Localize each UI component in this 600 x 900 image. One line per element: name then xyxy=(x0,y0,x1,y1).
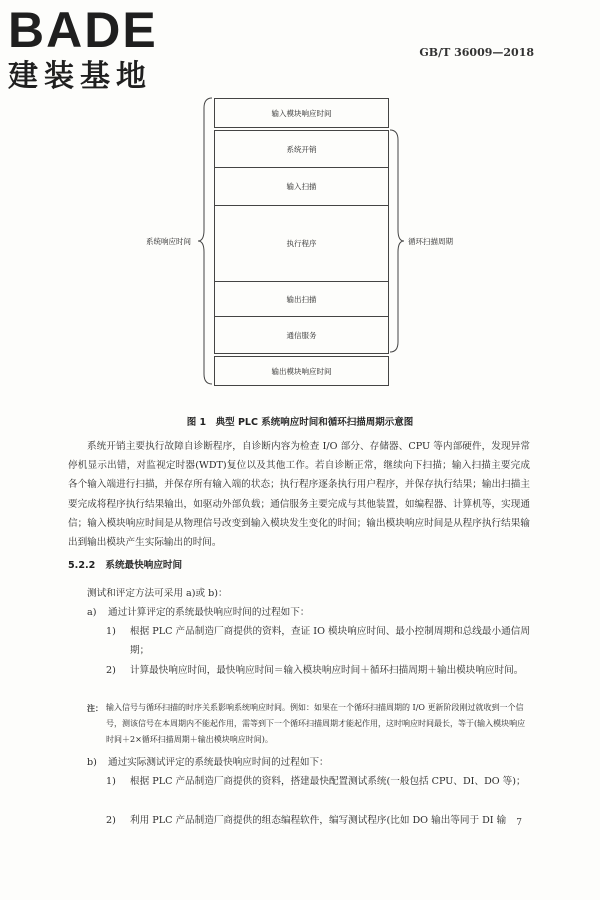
item-a-label: a) xyxy=(87,607,97,618)
item-a-step-2-text: 计算最快响应时间，最快响应时间＝输入模块响应时间＋循环扫描周期＋输出模块响应时间。 xyxy=(130,665,524,676)
item-b-step-2-label: 2) xyxy=(106,815,116,826)
item-a-step-1-label: 1) xyxy=(106,626,116,637)
right-brace-icon xyxy=(386,128,406,354)
block-input-scan: 输入扫描 xyxy=(215,168,388,206)
scan-cycle-label: 循环扫描周期 xyxy=(408,237,453,246)
block-output-scan: 输出扫描 xyxy=(215,282,388,317)
note-label: 注： xyxy=(87,703,103,713)
item-a-step-1-text: 根据 PLC 产品制造厂商提供的资料，查证 IO 模块响应时间、最小控制周期和总线最小通信周期； xyxy=(130,626,530,657)
note-text: 输入信号与循环扫描的时序关系影响系统响应时间。例如：如果在一个循环扫描周期的 I/O 更新阶段刚过就收到一个信号，测该信号在本周期内不能起作用，需等到下一个循环扫描周期才能起作用，这时响应时间最长，等于(输入模块响应时间＋2×循环扫描周期＋输出模块响应时间)。 xyxy=(106,703,526,744)
output-module-response-label: 输出模块响应时间 xyxy=(271,366,332,376)
item-b-step-2-text: 利用 PLC 产品制造厂商提供的组态编程软件，编写测试程序(比如 DO 输出等同于 DI 输 xyxy=(130,815,507,826)
item-a-text: 通过计算评定的系统最快响应时间的过程如下： xyxy=(108,607,310,618)
block-system-overhead: 系统开销 xyxy=(215,131,388,168)
section-number: 5.2.2 xyxy=(68,560,96,571)
intro-paragraph: 系统开销主要执行故障自诊断程序，自诊断内容为检查 I/O 部分、存储器、CPU 等内部硬件，发现异常停机显示出错，对监视定时器(WDT)复位以及其他工作。若自诊断正常，继续向下扫描；输入扫描主要完成各个输入端进行扫描，并保存所有输入端的状态；执行程序逐条执行用户程序，并保存执行结果；输出扫描主要完成将程序执行结果输出，如驱动外部负载；通信服务主要完成与其他装置，如编程器、计算机等，实现通信；输入模块响应时间是从物理信号改变到输入模块发生变化的时间；输出模块响应时间是从程序执行结果输出到输出模块产生实际输出的时间。 xyxy=(68,441,530,549)
scan-cycle-stack xyxy=(214,130,389,354)
method-line: 测试和评定方法可采用 a)或 b)： xyxy=(87,588,228,599)
item-b-label: b) xyxy=(87,757,97,768)
item-a-step-2-label: 2) xyxy=(106,665,116,676)
page-number: 7 xyxy=(516,818,522,828)
output-module-response-box xyxy=(214,356,389,386)
item-b-step-1-text: 根据 PLC 产品制造厂商提供的资料，搭建最快配置测试系统(一般包括 CPU、DI、DO 等)； xyxy=(130,776,526,787)
section-heading xyxy=(68,557,182,571)
block-execute-program: 执行程序 xyxy=(215,206,388,282)
system-response-time-label: 系统响应时间 xyxy=(146,237,191,246)
left-brace-icon xyxy=(196,96,216,386)
block-communication-service: 通信服务 xyxy=(286,330,317,340)
item-b-text: 通过实际测试评定的系统最快响应时间的过程如下： xyxy=(108,757,329,768)
brand-logo-text: BADE xyxy=(8,2,158,58)
item-b-step-1-label: 1) xyxy=(106,776,116,787)
input-module-response-label: 输入模块响应时间 xyxy=(271,108,332,118)
section-title: 系统最快响应时间 xyxy=(105,560,183,571)
standard-number: GB/T 36009—2018 xyxy=(419,46,534,59)
brand-logo-chinese: 建装基地 xyxy=(8,59,152,94)
figure-caption: 图 1 典型 PLC 系统响应时间和循环扫描周期示意图 xyxy=(186,417,414,428)
input-module-response-box xyxy=(214,98,389,128)
